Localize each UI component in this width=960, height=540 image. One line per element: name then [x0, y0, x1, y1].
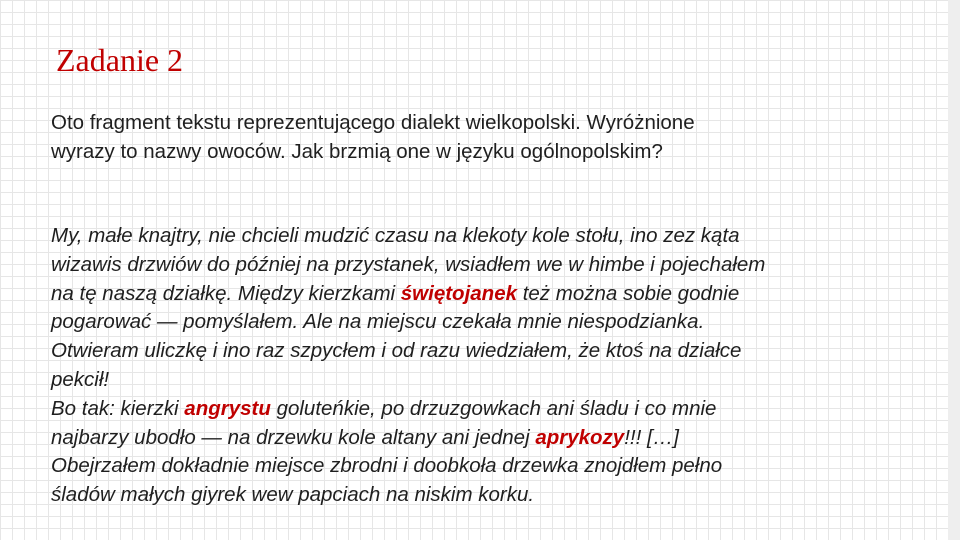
excerpt-text: !!! […] — [624, 425, 679, 449]
excerpt-line-1: My, małe knajtry, nie chcieli mudzić czasu na klekoty kole stołu, ino zez kąta — [51, 224, 740, 247]
excerpt-line-2: wizawis drzwiów do później na przystanek, wsiadłem we w himbe i pojechałem — [51, 252, 766, 276]
excerpt-line-5: Otwieram uliczkę i ino raz szpycłem i od razu wiedziałem, że ktoś na działce — [51, 339, 742, 363]
excerpt-line-7 — [51, 395, 931, 424]
highlighted-fruit-word: aprykozy — [535, 425, 625, 449]
instruction-line-2: wyrazy to nazwy owoców. Jak brzmią one w języku ogólnopolskim? — [51, 140, 663, 163]
excerpt-line-3 — [51, 280, 931, 309]
excerpt-line-10: śladów małych giyrek wew papciach na niskim korku. — [51, 483, 535, 507]
excerpt-text: najbarzy ubodło — na drzewku kole altany ani jednej — [51, 425, 536, 449]
slide-title: Zadanie 2 — [56, 42, 184, 78]
excerpt-line-9: Obejrzałem dokładnie miejsce zbrodni i doobkoła drzewka znojdłem pełno — [51, 454, 723, 478]
excerpt-line-4: pogarować — pomyślałem. Ale na miejscu czekała mnie niespodzianka. — [51, 310, 705, 334]
instruction-line-1: Oto fragment tekstu reprezentującego dialekt wielkopolski. Wyróżnione — [51, 111, 695, 134]
slide-edge-strip — [948, 0, 960, 540]
task-instructions — [51, 108, 911, 166]
excerpt-text: na tę naszą działkę. Między kierzkami — [51, 281, 401, 305]
excerpt-text: goluteńkie, po drzuzgowkach ani śladu i co mnie — [270, 396, 717, 420]
highlighted-fruit-word: angrystu — [184, 396, 271, 420]
excerpt-line-8 — [51, 424, 931, 453]
dialect-excerpt — [51, 222, 931, 510]
excerpt-text: też można sobie godnie — [517, 281, 740, 305]
excerpt-line-6: pekcił! — [51, 367, 110, 391]
highlighted-fruit-word: świętojanek — [400, 281, 517, 305]
excerpt-text: Bo tak: kierzki — [51, 396, 185, 420]
